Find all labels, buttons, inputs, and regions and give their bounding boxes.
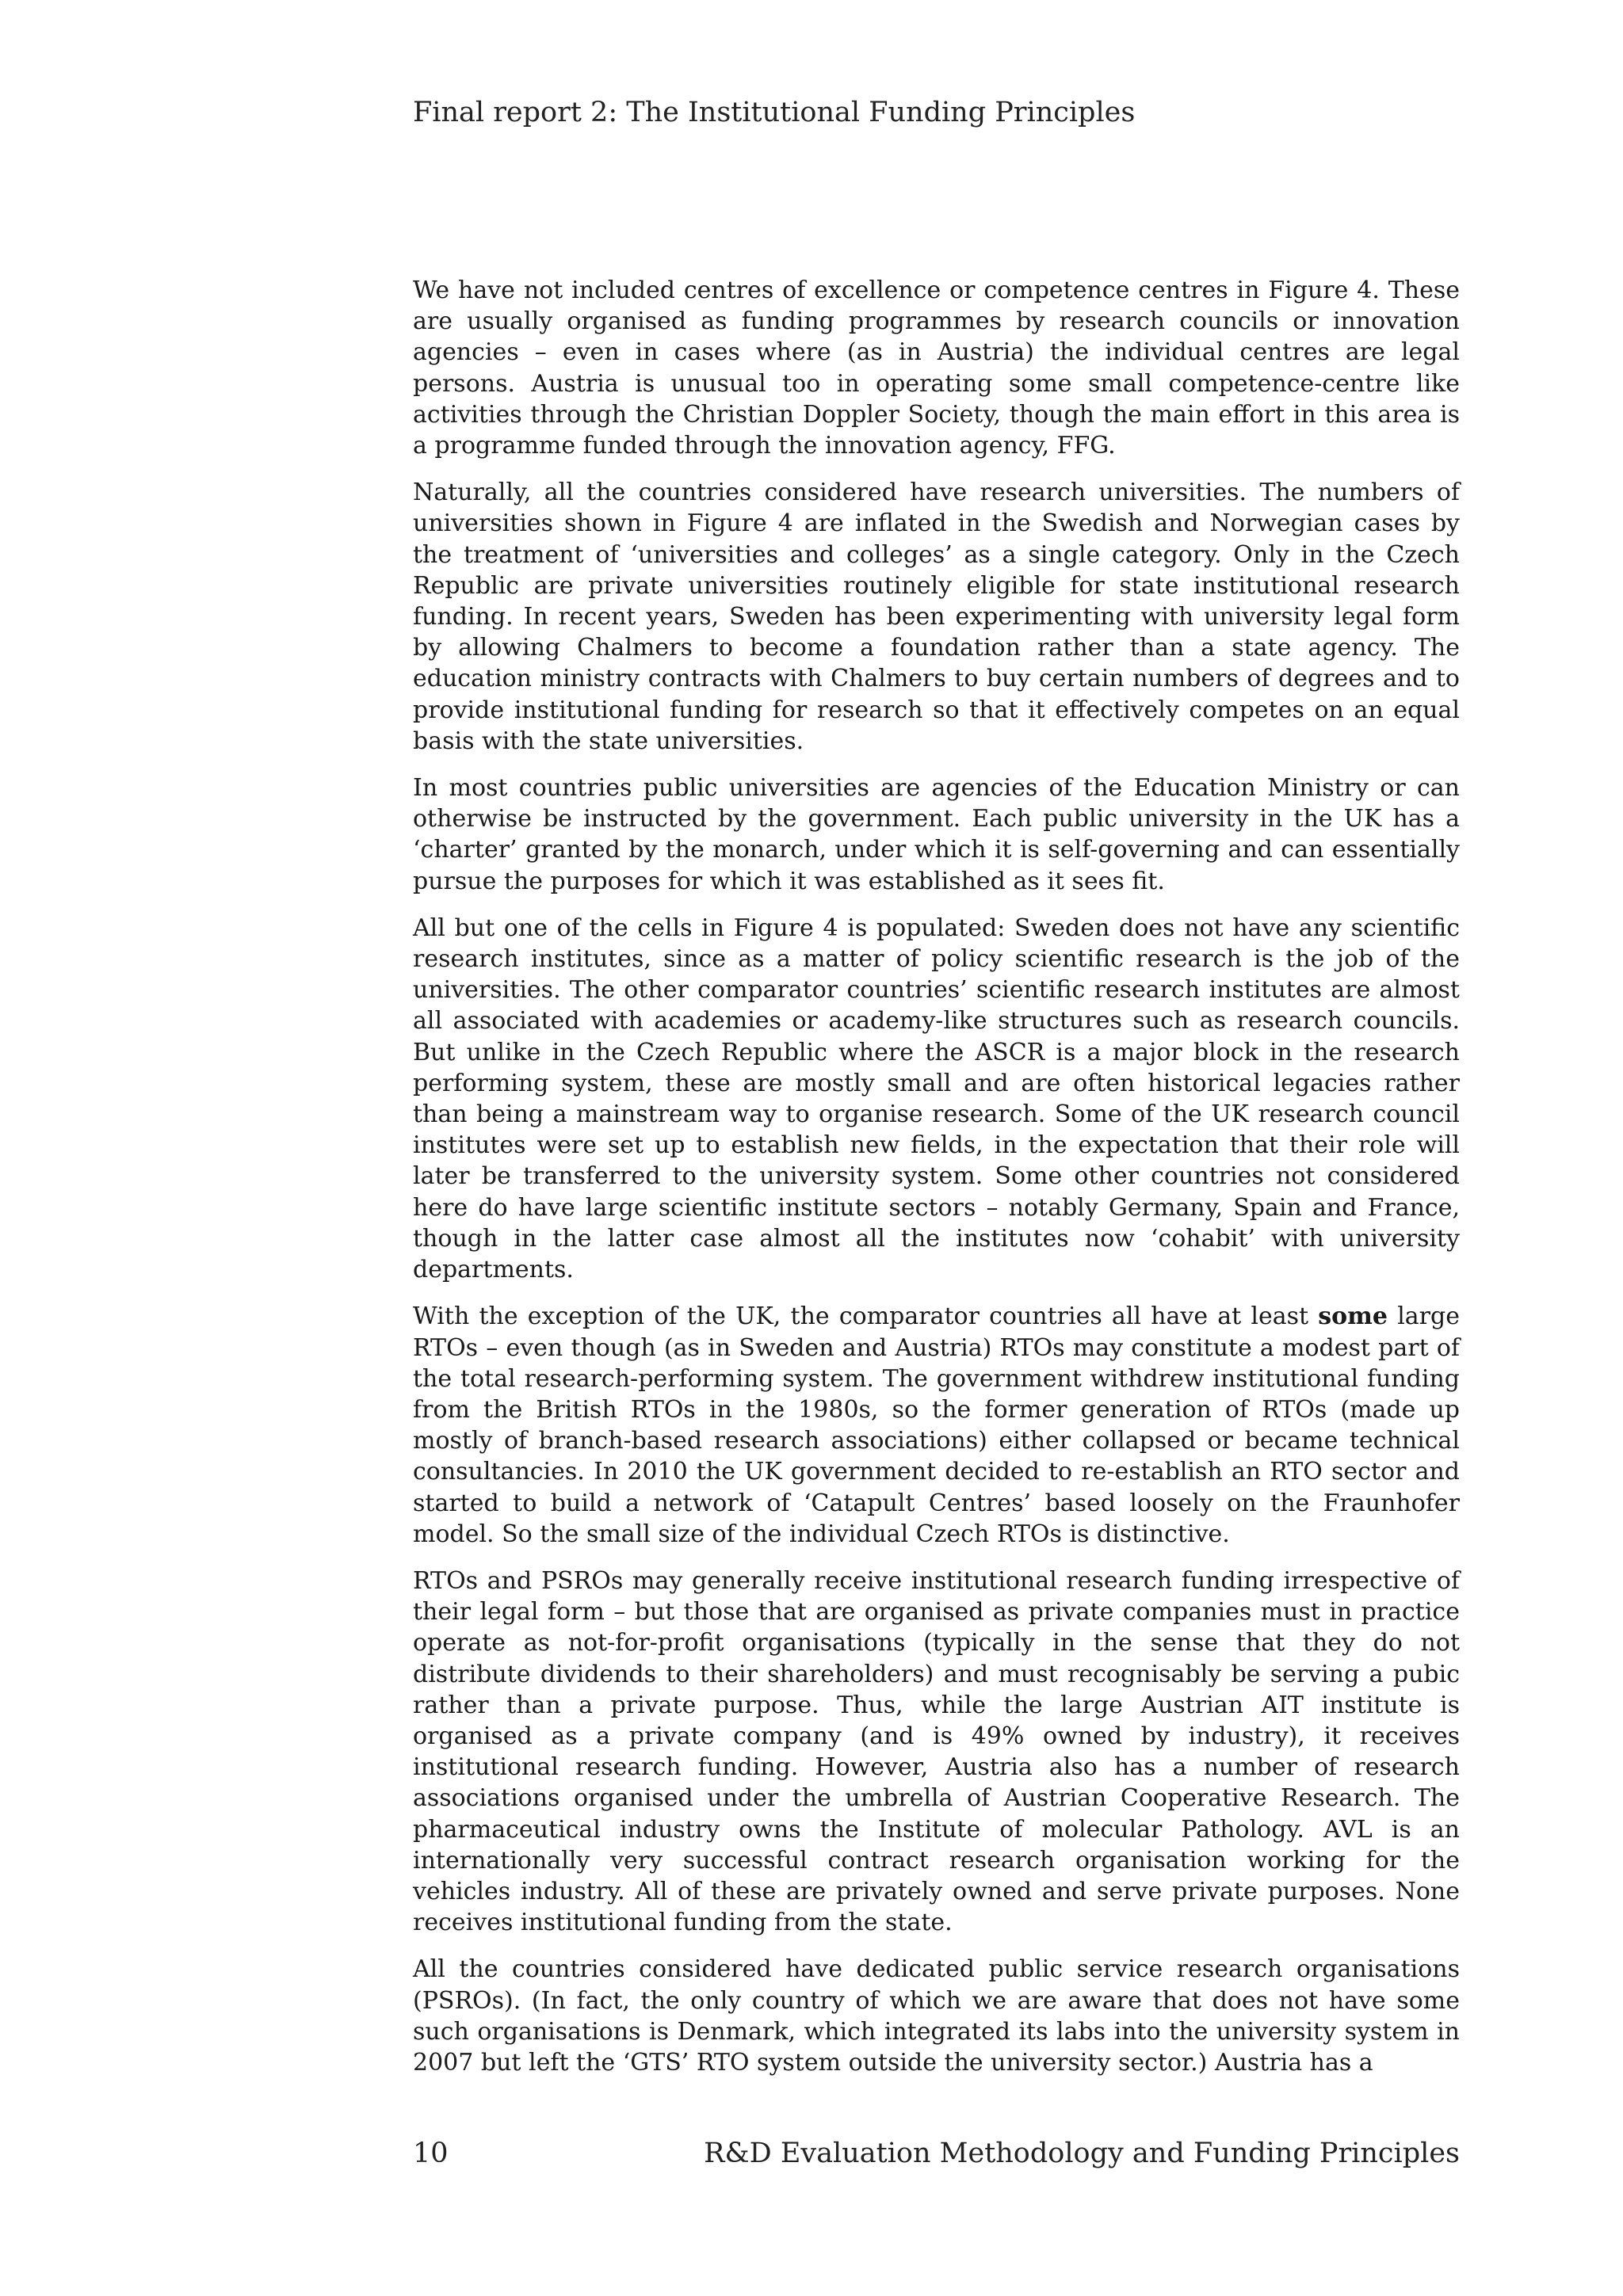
body-text xyxy=(413,275,1460,2094)
paragraph-scientific-institutes: All but one of the cells in Figure 4 is populated: Sweden does not have any scientific research institutes, since as a matter of policy scientific research is the job of the universities. The other comparator countries’ scientific research institutes are almost all associated with academies or academy-like structures such as research councils. But unlike in the Czech Republic where the ASCR is a major block in the research performing system, these are mostly small and are often historical legacies rather than being a mainstream way to organise research. Some of the UK research council institutes were set up to establish new fields, in the expectation that their role will later be transferred to the university system. Some other countries not considered here do have large scientific institute sectors – notably Germany, Spain and France, though in the latter case almost all the institutes now ‘cohabit’ with university departments. xyxy=(413,913,1460,1284)
paragraph-psros: All the countries considered have dedicated public service research organisations (PSROs). (In fact, the only country of which we are aware that does not have some such organisations is Denmark, which integrated its labs into the university system in 2007 but left the ‘GTS’ RTO system outside the university sector.) Austria has a xyxy=(413,1955,1460,2077)
running-header: Final report 2: The Institutional Funding Principles xyxy=(413,97,1136,128)
paragraph-public-universities: In most countries public universities are agencies of the Education Ministry or can otherwise be instructed by the government. Each public university in the UK has a ‘charter’ granted by the monarch, under which it is self-governing and can essentially pursue the purposes for which it was established as it sees fit. xyxy=(413,774,1460,895)
paragraph-legal-form: RTOs and PSROs may generally receive institutional research funding irrespective of their legal form – but those that are organised as private companies must in practice operate as not-for-profit organisations (typically in the sense that they do not distribute dividends to their shareholders) and must recognisably be serving a pubic rather than a private purpose. Thus, while the large Austrian AIT institute is organised as a private company (and is 49% owned by industry), it receives institutional research funding. However, Austria also has a number of research associations organised under the umbrella of Austrian Cooperative Research. The pharmaceutical industry owns the Institute of molecular Pathology. AVL is an internationally very successful contract research organisation working for the vehicles industry. All of these are privately owned and serve private purposes. None receives institutional funding from the state. xyxy=(413,1566,1460,1937)
paragraph-rtos-text-end: large RTOs – even though (as in Sweden and Austria) RTOs may constitute a modest part of the total research-performing system. The government withdrew institutional funding from the British RTOs in the 1980s, so the former generation of RTOs (made up mostly of branch-based research associations) either collapsed or became technical consultancies. In 2010 the UK government decided to re-establish an RTO sector and started to build a network of ‘Catapult Centres’ based loosely on the Fraunhofer model. So the small size of the individual Czech RTOs is distinctive. xyxy=(413,1302,1460,1548)
paragraph-rtos-text-start: With the exception of the UK, the comparator countries all have at least xyxy=(413,1302,1319,1331)
paragraph-research-universities: Naturally, all the countries considered have research universities. The numbers of universities shown in Figure 4 are inflated in the Swedish and Norwegian cases by the treatment of ‘universities and colleges’ as a single category. Only in the Czech Republic are private universities routinely eligible for state institutional research funding. In recent years, Sweden has been experimenting with university legal form by allowing Chalmers to become a foundation rather than a state agency. The education ministry contracts with Chalmers to buy certain numbers of degrees and to provide institutional funding for research so that it effectively competes on an equal basis with the state universities. xyxy=(413,479,1460,755)
footer-title: R&D Evaluation Methodology and Funding Principles xyxy=(704,2138,1460,2169)
paragraph-rtos-emphasis: some xyxy=(1318,1302,1388,1331)
paragraph-centres-of-excellence: We have not included centres of excellence or competence centres in Figure 4. These are usually organised as funding programmes by research councils or innovation agencies – even in cases where (as in Austria) the individual centres are legal persons. Austria is unusual too in operating some small competence-centre like activities through the Christian Doppler Society, though the main effort in this area is a programme funded through the innovation agency, FFG. xyxy=(413,277,1460,460)
page-footer xyxy=(413,2134,1460,2172)
paragraph-rtos xyxy=(413,1301,1460,1550)
page-number: 10 xyxy=(413,2138,449,2169)
